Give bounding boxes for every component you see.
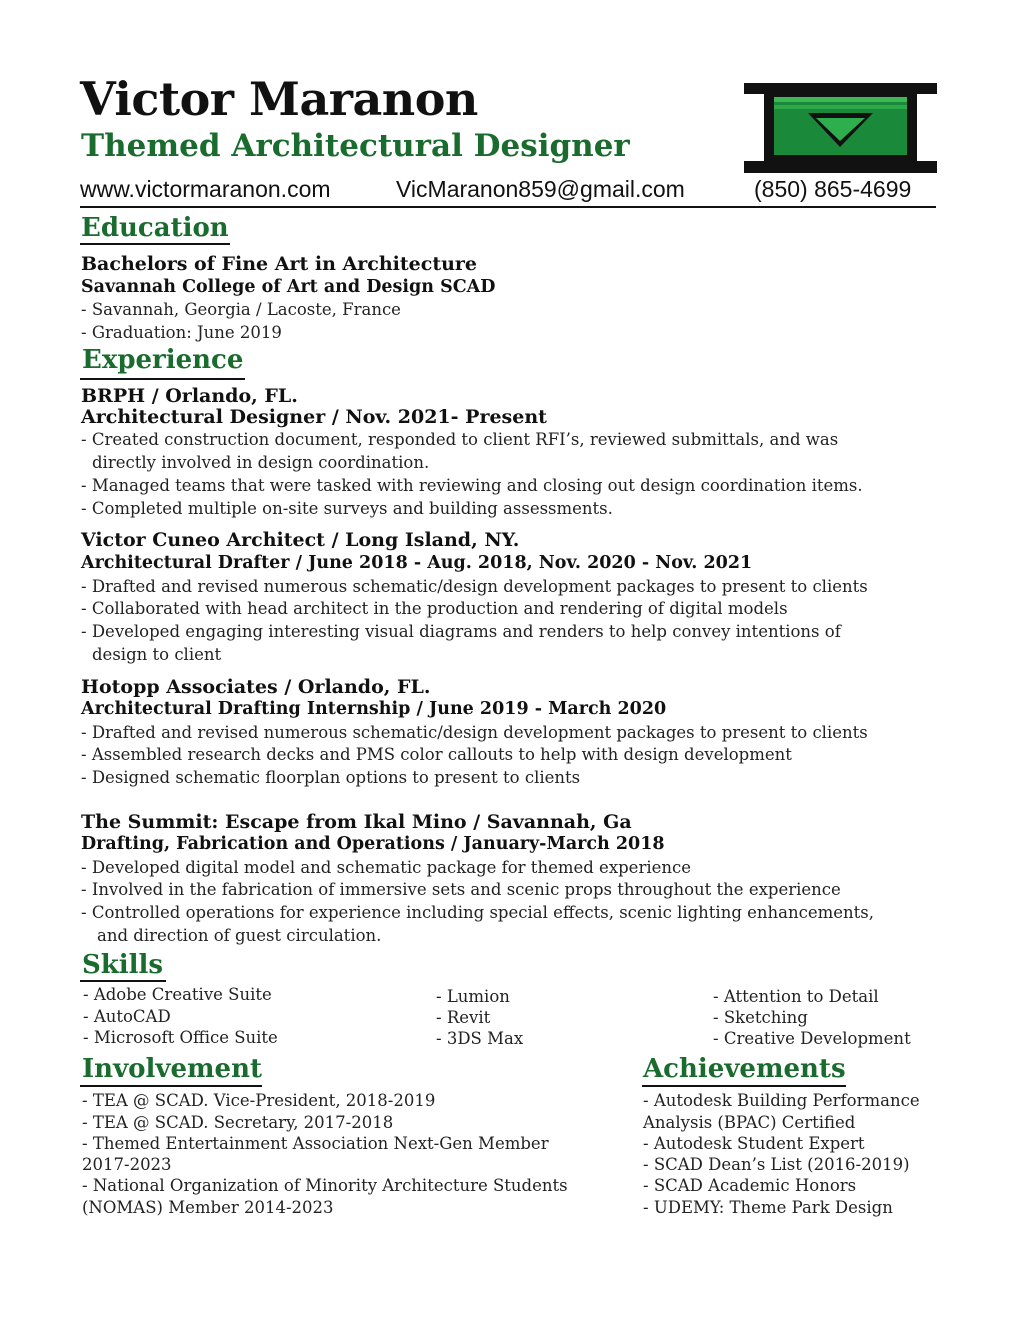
phone-number: (850) 865-4699 [754, 176, 912, 202]
email-link[interactable]: VicMaranon859@gmail.com [396, 176, 685, 202]
skill-item: - Lumion [436, 987, 510, 1006]
involvement-item: - TEA @ SCAD. Secretary, 2017-2018 [82, 1113, 394, 1132]
achievement-item: - SCAD Dean’s List (2016-2019) [643, 1155, 910, 1174]
skills-heading: Skills [82, 950, 164, 980]
skill-item: - Attention to Detail [713, 987, 879, 1006]
education-heading: Education [81, 213, 229, 243]
education-graduation: - Graduation: June 2019 [81, 323, 282, 342]
skills-underline [80, 980, 166, 982]
involvement-heading: Involvement [82, 1054, 263, 1084]
achievement-item: - Autodesk Building Performance [643, 1091, 920, 1110]
skill-item: - AutoCAD [83, 1007, 171, 1026]
job-bullet: - Assembled research decks and PMS color callouts to help with design development [81, 745, 792, 764]
job-bullet: and direction of guest circulation. [97, 926, 382, 945]
job-bullet: - Developed engaging interesting visual diagrams and renders to help convey intentions of [81, 622, 841, 641]
education-school: Savannah College of Art and Design SCAD [81, 277, 496, 297]
achievements-heading: Achievements [643, 1054, 846, 1084]
achievement-item: Analysis (BPAC) Certified [643, 1113, 856, 1132]
involvement-item: 2017-2023 [82, 1155, 172, 1174]
job-role: Architectural Designer / Nov. 2021- Present [81, 406, 547, 428]
education-location: - Savannah, Georgia / Lacoste, France [81, 300, 401, 319]
involvement-item: - TEA @ SCAD. Vice-President, 2018-2019 [82, 1091, 436, 1110]
job-company: BRPH / Orlando, FL. [81, 385, 298, 407]
skill-item: - Sketching [713, 1008, 808, 1027]
header-divider [80, 206, 936, 208]
job-role: Architectural Drafting Internship / June 2019 - March 2020 [81, 699, 667, 719]
achievement-item: - SCAD Academic Honors [643, 1176, 857, 1195]
involvement-item: - National Organization of Minority Architecture Students [82, 1176, 568, 1195]
job-bullet: - Managed teams that were tasked with reviewing and closing out design coordination items. [81, 476, 863, 495]
job-title: Themed Architectural Designer [81, 128, 630, 164]
job-company: Victor Cuneo Architect / Long Island, NY. [81, 529, 520, 551]
resume-name: Victor Maranon [80, 72, 478, 126]
job-company: Hotopp Associates / Orlando, FL. [81, 676, 431, 698]
skill-item: - Microsoft Office Suite [83, 1028, 278, 1047]
job-bullet: directly involved in design coordination. [92, 453, 430, 472]
job-role: Drafting, Fabrication and Operations / January-March 2018 [81, 834, 665, 854]
job-bullet: - Completed multiple on-site surveys and building assessments. [81, 499, 613, 518]
skill-item: - Revit [436, 1008, 491, 1027]
job-company: The Summit: Escape from Ikal Mino / Savannah, Ga [81, 811, 632, 833]
involvement-item: (NOMAS) Member 2014-2023 [82, 1198, 334, 1217]
education-underline [80, 243, 230, 245]
job-bullet: - Developed digital model and schematic package for themed experience [81, 858, 692, 877]
job-bullet: - Collaborated with head architect in the production and rendering of digital models [81, 599, 788, 618]
achievement-item: - UDEMY: Theme Park Design [643, 1198, 893, 1217]
skill-item: - Creative Development [713, 1029, 911, 1048]
logo-mark [744, 83, 937, 173]
job-bullet: - Designed schematic floorplan options to present to clients [81, 768, 581, 787]
skill-item: - 3DS Max [436, 1029, 524, 1048]
job-bullet: - Drafted and revised numerous schematic/design development packages to present to clients [81, 723, 868, 742]
experience-heading: Experience [82, 345, 244, 375]
involvement-item: - Themed Entertainment Association Next-Gen Member [82, 1134, 549, 1153]
job-bullet: - Involved in the fabrication of immersive sets and scenic props throughout the experience [81, 880, 841, 899]
website-link[interactable]: www.victormaranon.com [80, 176, 331, 202]
involvement-underline [80, 1085, 262, 1087]
achievements-underline [642, 1085, 846, 1087]
education-degree: Bachelors of Fine Art in Architecture [81, 253, 478, 275]
experience-underline [80, 378, 245, 380]
job-bullet: design to client [92, 645, 222, 664]
skill-item: - Adobe Creative Suite [83, 985, 272, 1004]
achievement-item: - Autodesk Student Expert [643, 1134, 865, 1153]
job-role: Architectural Drafter / June 2018 - Aug. 2018, Nov. 2020 - Nov. 2021 [81, 553, 753, 573]
job-bullet: - Created construction document, responded to client RFI’s, reviewed submittals, and was [81, 430, 839, 449]
job-bullet: - Controlled operations for experience including special effects, scenic lighting enhancements, [81, 903, 875, 922]
job-bullet: - Drafted and revised numerous schematic/design development packages to present to clients [81, 577, 868, 596]
